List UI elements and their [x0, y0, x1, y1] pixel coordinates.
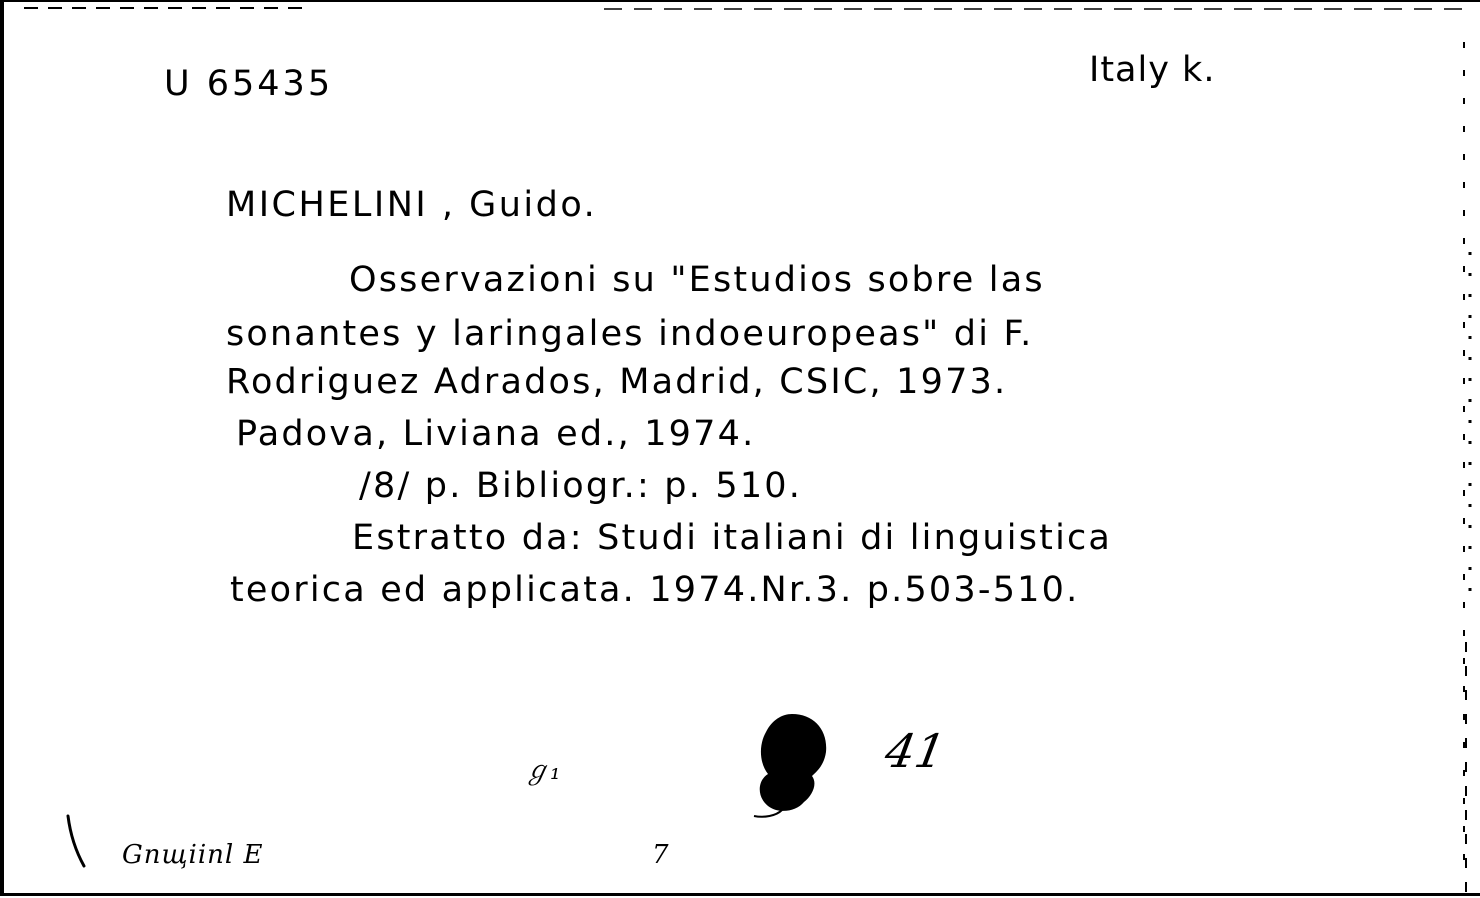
- pagination-line: /8/ p. Bibliogr.: p. 510.: [359, 466, 803, 506]
- extract-line-2: teorica ed applicata. 1974.Nr.3. p.503-510.: [230, 570, 1080, 610]
- right-edge-marks: [1440, 2, 1480, 898]
- title-line-2: sonantes y laringales indoeuropeas" di F.: [226, 314, 1034, 354]
- publication-line-1: Rodriguez Adrados, Madrid, CSIC, 1973.: [226, 362, 1008, 402]
- publication-line-2: Padova, Liviana ed., 1974.: [236, 414, 756, 454]
- call-number: U 65435: [164, 64, 334, 104]
- country-label: Italy k.: [1089, 50, 1216, 90]
- handwritten-number: 41: [881, 724, 950, 778]
- handwritten-note: Gnщiinl E: [122, 840, 264, 870]
- top-edge-marks: [4, 2, 1480, 14]
- author-name: MICHELINI , Guido.: [226, 185, 598, 225]
- handwritten-small-mark: 7: [652, 840, 669, 870]
- handwritten-mark: ℊ₁: [524, 756, 561, 786]
- extract-line-1: Estratto da: Studi italiani di linguistica: [352, 518, 1113, 558]
- ink-blot: [752, 710, 830, 818]
- margin-tick: [62, 814, 92, 870]
- title-line-1: Osservazioni su "Estudios sobre las: [349, 260, 1045, 300]
